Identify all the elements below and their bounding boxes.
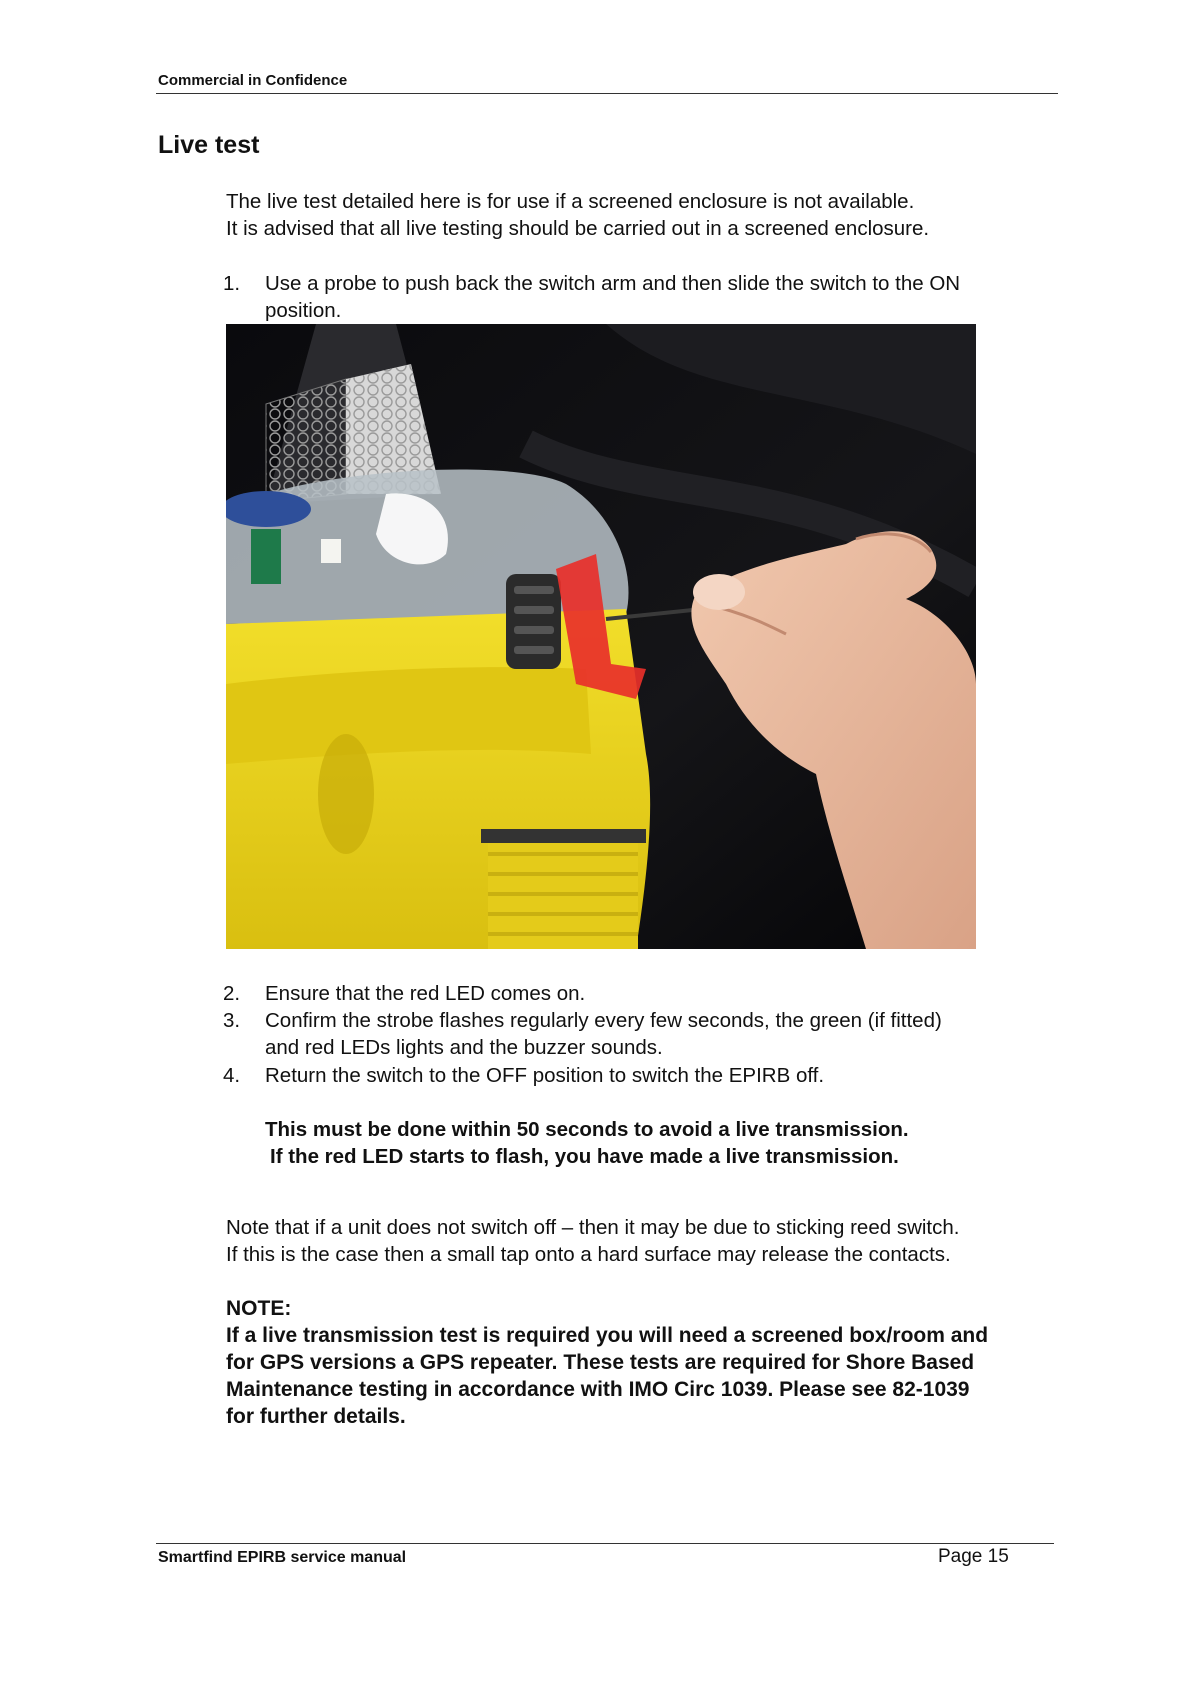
intro-paragraph [226,188,929,242]
header-divider [156,93,1058,94]
note-line: for GPS versions a GPS repeater. These tests are required for Shore Based [226,1351,975,1374]
epirb-photo-illustration [226,324,976,949]
step-number: 2. [223,982,241,1005]
step-text [265,1062,1065,1089]
intro-line: The live test detailed here is for use if a screened enclosure is not available. [226,190,915,213]
step-line: Return the switch to the OFF position to switch the EPIRB off. [265,1064,825,1087]
warning-text [265,1116,909,1170]
note-line: for further details. [226,1405,406,1428]
intro-line: It is advised that all live testing should be carried out in a screened enclosure. [226,217,930,240]
step-line: Use a probe to push back the switch arm and then slide the switch to the ON [265,272,961,295]
step-line: Confirm the strobe flashes regularly every few seconds, the green (if fitted) [265,1009,942,1032]
step-number: 1. [223,272,241,295]
footer-divider [156,1543,1054,1544]
step-line: position. [265,299,342,322]
note-heading: NOTE: [226,1297,292,1320]
step-line: Ensure that the red LED comes on. [265,982,586,1005]
section-title: Live test [158,131,260,159]
reed-switch-note [226,1214,959,1268]
note-block [226,1295,1076,1430]
step-text [265,270,1065,324]
step-number: 3. [223,1009,241,1032]
footer-page-number: Page 15 [938,1546,1009,1567]
reed-note-line: If this is the case then a small tap onto a hard surface may release the contacts. [226,1243,951,1266]
step-line: and red LEDs lights and the buzzer sounds. [265,1036,663,1059]
step-text [265,980,1065,1007]
warning-line: This must be done within 50 seconds to avoid a live transmission. [265,1118,909,1141]
warning-line: If the red LED starts to flash, you have made a live transmission. [270,1145,899,1168]
header-confidentiality: Commercial in Confidence [158,72,348,89]
note-line: Maintenance testing in accordance with IMO Circ 1039. Please see 82-1039 [226,1378,970,1401]
epirb-switch-photo [226,324,976,949]
step-text [265,1007,1065,1061]
footer-manual-title: Smartfind EPIRB service manual [158,1549,407,1566]
reed-note-line: Note that if a unit does not switch off – then it may be due to sticking reed switch. [226,1216,960,1239]
step-number: 4. [223,1064,241,1087]
note-line: If a live transmission test is required you will need a screened box/room and [226,1324,989,1347]
